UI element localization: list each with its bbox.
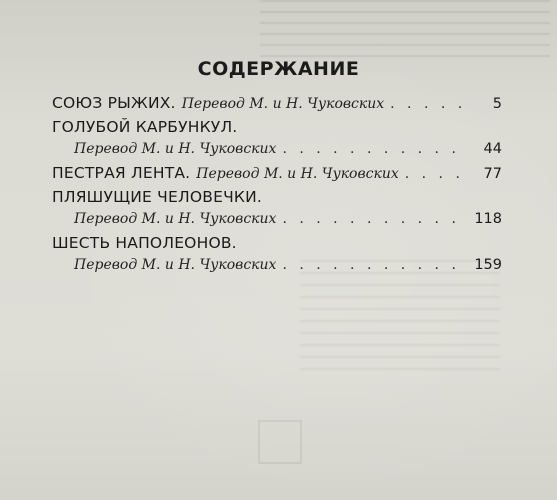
toc-line <box>52 232 502 254</box>
toc-entry-pestraya-lenta <box>52 162 502 184</box>
dot-leader <box>390 93 468 115</box>
dot-leader <box>282 138 468 160</box>
entry-page-number: 159 <box>474 257 502 273</box>
entry-title: ШЕСТЬ НАПОЛЕОНОВ. <box>52 234 237 252</box>
bleed-through-text <box>260 0 550 60</box>
toc-entry-soyuz-ryzhikh <box>52 92 502 114</box>
entry-translator: Перевод М. и Н. Чуковских <box>181 96 385 112</box>
entry-translator: Перевод М. и Н. Чуковских <box>74 141 277 157</box>
toc-line <box>52 116 502 138</box>
entry-title: ПЛЯШУЩИЕ ЧЕЛОВЕЧКИ. <box>52 188 263 206</box>
toc-subline <box>52 208 502 230</box>
dot-leader <box>282 254 468 276</box>
table-of-contents <box>52 92 502 278</box>
faint-stamp-mark <box>258 420 302 464</box>
dot-leader <box>405 163 468 185</box>
entry-page-number: 5 <box>492 96 502 112</box>
entry-page-number: 77 <box>483 166 502 182</box>
toc-subline <box>52 138 502 160</box>
toc-line <box>52 162 502 184</box>
toc-entry-shest-napoleonov <box>52 232 502 276</box>
entry-page-number: 118 <box>474 211 502 227</box>
entry-translator: Перевод М. и Н. Чуковских <box>74 257 277 273</box>
toc-line <box>52 92 502 114</box>
toc-entry-goluboy-karbunkul <box>52 116 502 160</box>
toc-line <box>52 186 502 208</box>
bleed-through-text-lower <box>300 260 500 380</box>
toc-subline <box>52 254 502 276</box>
entry-translator: Перевод М. и Н. Чуковских <box>74 211 277 227</box>
dot-leader <box>282 208 468 230</box>
contents-heading: СОДЕРЖАНИЕ <box>197 58 360 80</box>
toc-entry-plyashushchie-chelovechki <box>52 186 502 230</box>
entry-title: ГОЛУБОЙ КАРБУНКУЛ. <box>52 118 238 136</box>
entry-title: СОЮЗ РЫЖИХ. <box>52 94 176 112</box>
entry-title: ПЕСТРАЯ ЛЕНТА. <box>52 164 191 182</box>
entry-translator: Перевод М. и Н. Чуковских <box>196 166 399 182</box>
entry-page-number: 44 <box>483 141 502 157</box>
